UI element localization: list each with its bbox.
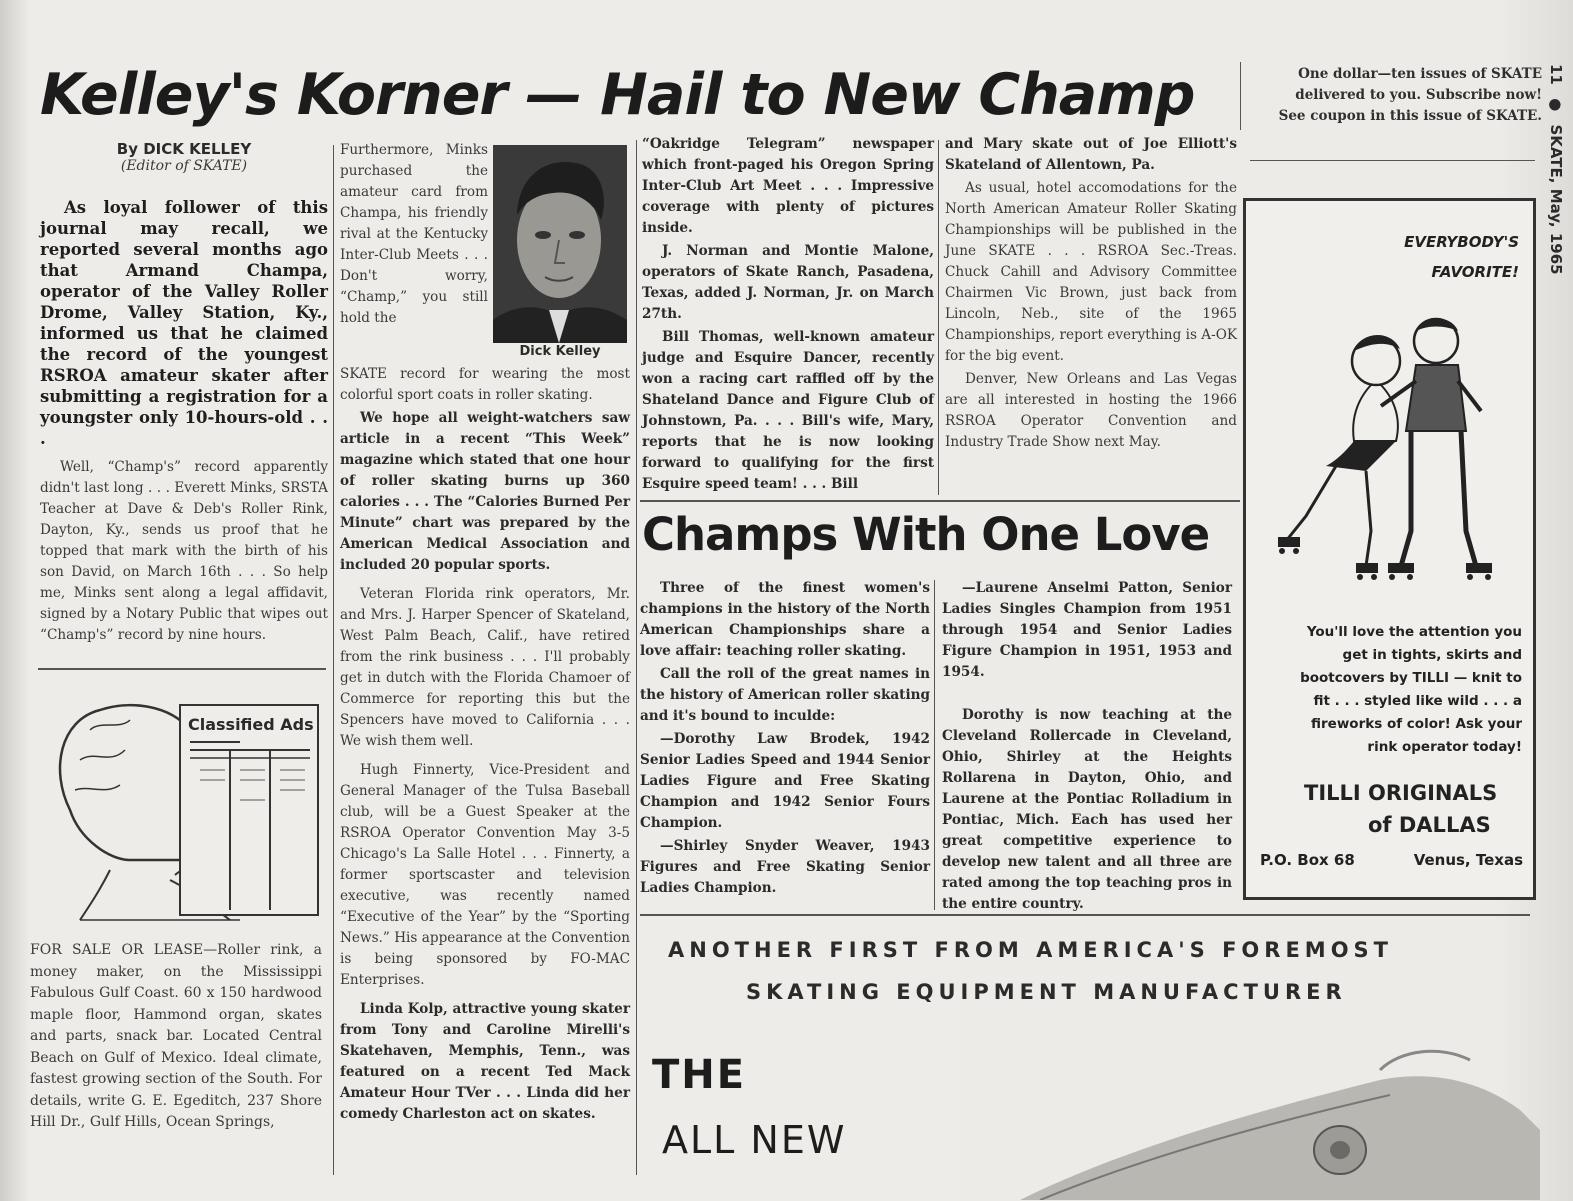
champs-left-column — [640, 578, 930, 901]
column-1 — [40, 197, 328, 648]
ad-city: Venus, Texas — [1413, 851, 1523, 869]
champs-left-paragraph-1: Three of the finest women's champions in the history of the North American Championships share a love affair: teaching roller skating. — [640, 580, 930, 659]
column-divider-2 — [636, 140, 637, 1175]
ad-brand-2: of DALLAS — [1368, 813, 1491, 837]
ad-body: You'll love the attention you get in tights, skirts and bootcovers by TILLI — knit to fit . . . styled like wild . . . a fireworks of color! Ask your rink operator today! — [1300, 624, 1522, 755]
subscribe-divider — [1240, 62, 1241, 130]
portrait-image — [493, 145, 627, 343]
author-photo — [493, 145, 627, 343]
classified-illustration — [40, 690, 325, 925]
ad-headline-1: EVERYBODY'S — [1404, 233, 1519, 251]
skate-product-illustration — [1000, 1040, 1540, 1200]
skating-couple-illustration — [1276, 301, 1526, 601]
subscribe-line-2: delivered to you. Subscribe now! — [1295, 87, 1542, 103]
champs-right-paragraph-2: Dorothy is now teaching at the Cleveland Rollercade in Cleveland, Ohio, Shirley at the Heights Rollarena in Dayton, Ohio, and Laurene at the Pontiac Rolladium in Pontiac, Mich. Each has used her great competitive experience to develop new talent and all three are rated among the top teaching pros in the entire country. — [942, 707, 1232, 912]
bottom-ad-line-2: SKATING EQUIPMENT MANUFACTURER — [746, 980, 1347, 1004]
ad-po-box: P.O. Box 68 — [1260, 851, 1355, 869]
column-2-paragraph-5: Linda Kolp, attractive young skater from Tony and Caroline Mirelli's Skatehaven, Memphis, Tenn., was featured on a recent Ted Mack Amateur Hour TVer . . . Linda did her comedy Charleston act on skates. — [340, 1001, 630, 1122]
subscribe-notice — [1250, 64, 1542, 127]
article-headline: Kelley's Korner — Hail to New Champ — [40, 62, 1195, 128]
column-4-paragraph-2: As usual, hotel accomodations for the North American Amateur Roller Skating Championships will be published in the June SKATE . . . RSROA Sec.-Treas. Chuck Cahill and Advisory Committee Chairmen Vic Brown, just back from Lincoln, Neb., site of the 1965 Championships, report everything is A-OK for the big event. — [945, 180, 1237, 364]
column-1-paragraph: Well, “Champ's” record apparently didn't last long . . . Everett Minks, SRSTA Teacher at Dave & Deb's Roller Rink, Dayton, Ky., sends us proof that he topped that mark with the birth of his son David, on March 16th . . . So help me, Minks sent along a legal affidavit, signed by a Notary Public that wipes out “Champ's” record by nine hours. — [40, 459, 328, 643]
column-4-paragraph-3: Denver, New Orleans and Las Vegas are all interested in hosting the 1966 RSROA Operator Convention and Industry Trade Show next May. — [945, 371, 1237, 450]
champs-divider — [934, 580, 935, 910]
champs-right-column — [942, 578, 1232, 917]
ad-brand-1: TILLI ORIGINALS — [1304, 781, 1498, 805]
subscribe-line-3: See coupon in this issue of SKATE. — [1278, 108, 1542, 124]
champs-top-rule — [640, 500, 1240, 502]
ad-headline-2: FAVORITE! — [1431, 263, 1519, 281]
column-2-paragraph-4: Hugh Finnerty, Vice-President and General Manager of the Tulsa Baseball club, will be a Guest Speaker at the RSROA Operator Convention May 3-5 Chicago's La Salle Hotel . . . Finnerty, a former sportscaster and television executive, was recently named “Executive of the Year” by the “Sporting News.” His appearance at the Convention is being sponsored by FO-MAC Enterprises. — [340, 762, 630, 988]
column-3-paragraph-1: “Oakridge Telegram” newspaper which front-paged his Oregon Spring Inter-Club Art Meet . . . Impressive coverage with plenty of pictures inside. — [642, 136, 934, 236]
champs-left-paragraph-2: Call the roll of the great names in the history of American roller skating and it's bound to inculde: — [640, 666, 930, 724]
column-2-paragraph-1: SKATE record for wearing the most colorful sport coats in roller skating. — [340, 366, 630, 403]
column-3 — [642, 134, 934, 497]
woman-reading-illustration — [40, 690, 325, 925]
column-2 — [340, 364, 630, 1127]
column-divider-1 — [333, 145, 334, 1175]
editor-credit: (Editor of SKATE) — [120, 158, 248, 174]
bottom-ad-line-1: ANOTHER FIRST FROM AMERICA'S FOREMOST — [668, 938, 1393, 962]
bottom-ad-the: THE — [652, 1052, 747, 1098]
lead-paragraph: As loyal follower of this journal may recall, we reported several months ago that Armand Champa, operator of the Valley Roller Drome, Valley Station, Ky., informed us that he claimed the record of the youngest RSROA amateur skater after submitting a registration for a youngster only 10-hours-old . . . — [40, 198, 328, 448]
champs-left-paragraph-4: —Shirley Snyder Weaver, 1943 Figures and Free Skating Senior Ladies Champion. — [640, 838, 930, 896]
column-4-paragraph-1: and Mary skate out of Joe Elliott's Skateland of Allentown, Pa. — [945, 136, 1237, 173]
byline: By DICK KELLEY — [116, 140, 252, 158]
column-3-paragraph-3: Bill Thomas, well-known amateur judge and Esquire Dancer, recently won a racing cart raffled off by the Shateland Dance and Figure Club of Johnstown, Pa. . . . Bill's wife, Mary, reports that he is now looking forward to qualifying for the first Esquire speed team! . . . Bill — [642, 329, 934, 492]
column-2-beside-photo: Furthermore, Minks purchased the amateur card from Champa, his friendly rival at the Kentucky Inter-Club Meets . . . Don't worry, “Champ,” you still hold the — [340, 142, 488, 326]
byline-block — [40, 140, 328, 174]
classified-text: FOR SALE OR LEASE—Roller rink, a money maker, on the Mississippi Fabulous Gulf Coast. 60 x 150 hardwood maple floor, Hammond organ, skates and parts, snack bar. Located Central Beach on Gulf of Mexico. Ideal climate, fastest growing section of the South. For details, write G. E. Egeditch, 237 Shore Hill Dr., Gulf Hills, Ocean Springs, — [30, 942, 322, 1130]
photo-caption: Dick Kelley — [519, 344, 601, 359]
column-2-paragraph-3: Veteran Florida rink operators, Mr. and Mrs. J. Harper Spencer of Skateland, West Palm Beach, Calif., have retired from the rink business . . . I'll probably get in dutch with the Florida Chamoer of Commerce for reporting this but the Spencers have moved to California . . . We wish them well. — [340, 586, 630, 749]
classified-ad-text — [30, 940, 322, 1136]
tilli-advertisement — [1243, 198, 1536, 900]
subscribe-line-1: One dollar—ten issues of SKATE — [1298, 66, 1542, 82]
side-folio: 11 ● SKATE, May, 1965 — [1547, 64, 1565, 275]
champs-right-paragraph-1: —Laurene Anselmi Patton, Senior Ladies Singles Champion from 1951 through 1954 and Senior Ladies Figure Champion in 1951, 1953 and 1954. — [942, 580, 1232, 680]
folio-text: SKATE, May, 1965 — [1547, 124, 1565, 275]
champs-headline: Champs With One Love — [642, 508, 1210, 561]
champs-left-paragraph-3: —Dorothy Law Brodek, 1942 Senior Ladies Speed and 1944 Senior Ladies Figure and Free Skating Champion and 1942 Senior Fours Champion. — [640, 731, 930, 831]
bottom-ad-rule — [640, 914, 1530, 916]
subscribe-bottom-rule — [1250, 160, 1535, 161]
column-1-rule — [38, 668, 326, 670]
column-2-paragraph-2: We hope all weight-watchers saw article in a recent “This Week” magazine which stated that one hour of roller skating burns up 360 calories . . . The “Calories Burned Per Minute” chart was prepared by the American Medical Association and included 20 popular sports. — [340, 410, 630, 573]
column-3-paragraph-2: J. Norman and Montie Malone, operators of Skate Ranch, Pasadena, Texas, added J. Norman, Jr. on March 27th. — [642, 243, 934, 322]
column-4 — [945, 134, 1237, 455]
column-divider-3 — [938, 140, 939, 495]
bottom-ad-all-new: ALL NEW — [662, 1118, 847, 1162]
classified-ads-label: Classified Ads — [188, 715, 314, 734]
page-number: 11 — [1547, 64, 1565, 85]
column-2-top-text — [340, 140, 488, 331]
